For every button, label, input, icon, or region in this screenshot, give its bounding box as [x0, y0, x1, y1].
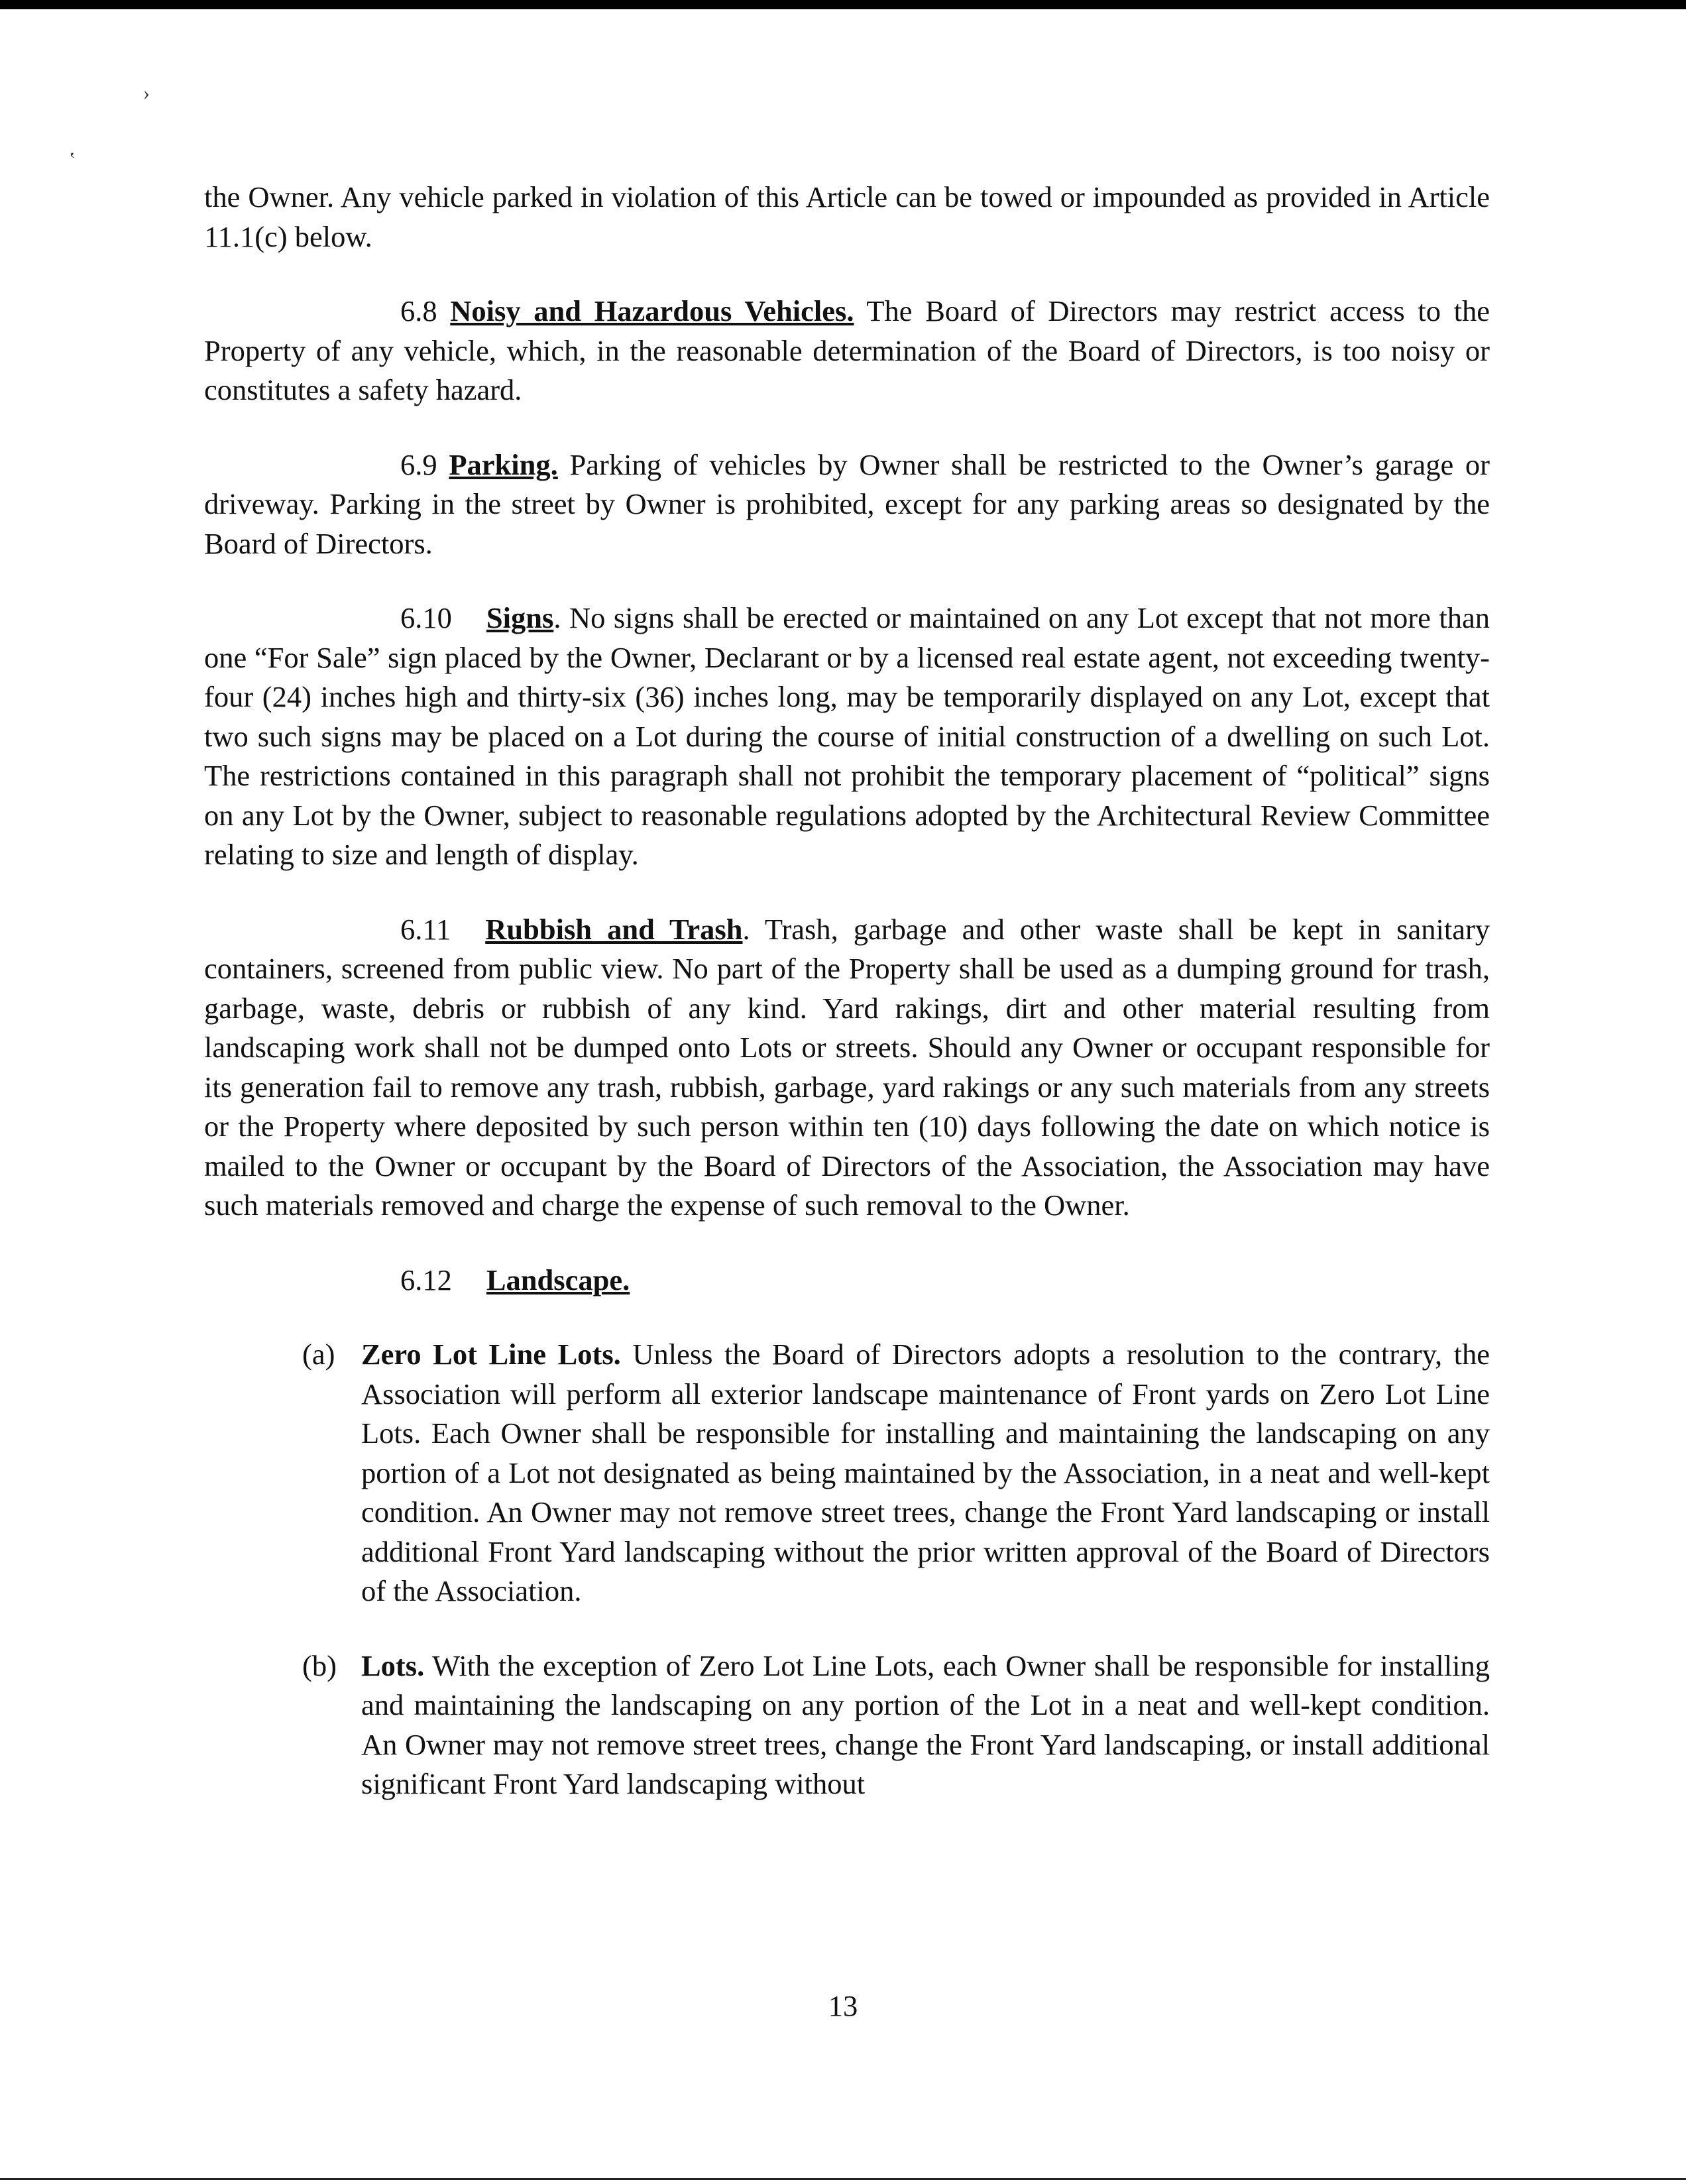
page-number: 13 [828, 1989, 858, 2022]
section-heading: Signs [486, 601, 554, 634]
section-text: . No signs shall be erected or maintained on any Lot except that not more than one “For Sale” sign placed by the Owner, Declarant or by a licensed real estate agent, not exceeding twenty-four (24) inches high and thirty-six (36) inches long, may be temporarily displayed on any Lot, except that two such signs may be placed on a Lot during the course of initial construction of a dwelling on such Lot. The restrictions contained in this paragraph shall not prohibit the temporary placement of “political” signs on any Lot by the Owner, subject to reasonable regulations adopted by the Architectural Review Committee relating to size and length of display. [204, 601, 1490, 871]
section-number: 6.9 [400, 447, 437, 481]
subsection-text: Unless the Board of Directors adopts a resolution to the contrary, the Association will perform all exterior landscape maintenance of Front yards on Zero Lot Line Lots. Each Owner shall be responsible for installing and maintaining the landscaping on any portion of a Lot not designated as being maintained by the Association, in a neat and well-kept condition. An Owner may not remove street trees, change the Front Yard landscaping or install additional Front Yard landscaping without the prior written approval of the Board of Directors of the Association. [361, 1338, 1490, 1607]
section-6-12 [204, 1261, 1490, 1300]
subsection-label: (a) [302, 1338, 335, 1371]
scan-top-edge [0, 0, 1686, 9]
subsection-label: (b) [302, 1648, 337, 1682]
section-number: 6.12 [400, 1263, 452, 1296]
section-text: The Board of Directors may restrict access to the Property of any vehicle, which, in the reasonable determination of the Board of Directors, is too noisy or constitutes a safety hazard. [204, 294, 1490, 406]
subsection-body [361, 1335, 1490, 1611]
section-6-8 [204, 292, 1490, 410]
subsection-body [361, 1646, 1490, 1804]
section-6-11 [204, 910, 1490, 1226]
scan-bottom-edge [0, 2178, 1686, 2180]
section-6-10 [204, 599, 1490, 875]
section-heading: Landscape. [486, 1263, 630, 1296]
section-6-9 [204, 445, 1490, 564]
section-heading: Noisy and Hazardous Vehicles. [450, 294, 854, 327]
scan-speck-mark: ‛ [69, 148, 76, 170]
section-text: . Trash, garbage and other waste shall be kept in sanitary containers, screened from public view. No part of the Property shall be used as a dumping ground for trash, garbage, waste, debris or rubbish of any kind. Yard rakings, dirt and other material resulting from landscaping work shall not be dumped onto Lots or streets. Should any Owner or occupant responsible for its generation fail to remove any trash, rubbish, garbage, yard rakings or any such materials from any streets or the Property where deposited by such person within ten (10) days following the date on which notice is mailed to the Owner or occupant by the Board of Directors of the Association, the Association may have such materials removed and charge the expense of such removal to the Owner. [204, 912, 1490, 1222]
section-heading: Parking. [449, 447, 558, 481]
subsection-list [302, 1335, 1490, 1804]
section-heading: Rubbish and Trash [485, 912, 743, 946]
scan-speck-mark: › [143, 82, 150, 104]
subsection-text: With the exception of Zero Lot Line Lots, each Owner shall be responsible for installing and maintaining the landscaping on any portion of the Lot in a neat and well-kept condition. An Owner may not remove street trees, change the Front Yard landscaping, or install additional significant Front Yard landscaping without [361, 1648, 1490, 1800]
section-number: 6.10 [400, 601, 452, 634]
subsection-b [302, 1646, 1490, 1804]
subsection-a [302, 1335, 1490, 1611]
section-text: Parking of vehicles by Owner shall be restricted to the Owner’s garage or driveway. Parking in the street by Owner is prohibited, except for any parking areas so designated by the Board of Directors. [204, 447, 1490, 560]
document-page [204, 178, 1490, 1804]
subsection-heading: Zero Lot Line Lots. [361, 1338, 621, 1371]
subsection-heading: Lots. [361, 1648, 425, 1682]
section-number: 6.11 [400, 912, 451, 946]
section-number: 6.8 [400, 294, 437, 327]
opening-paragraph: the Owner. Any vehicle parked in violation of this Article can be towed or impounded as provided in Article 11.1(c) below. [204, 180, 1490, 253]
